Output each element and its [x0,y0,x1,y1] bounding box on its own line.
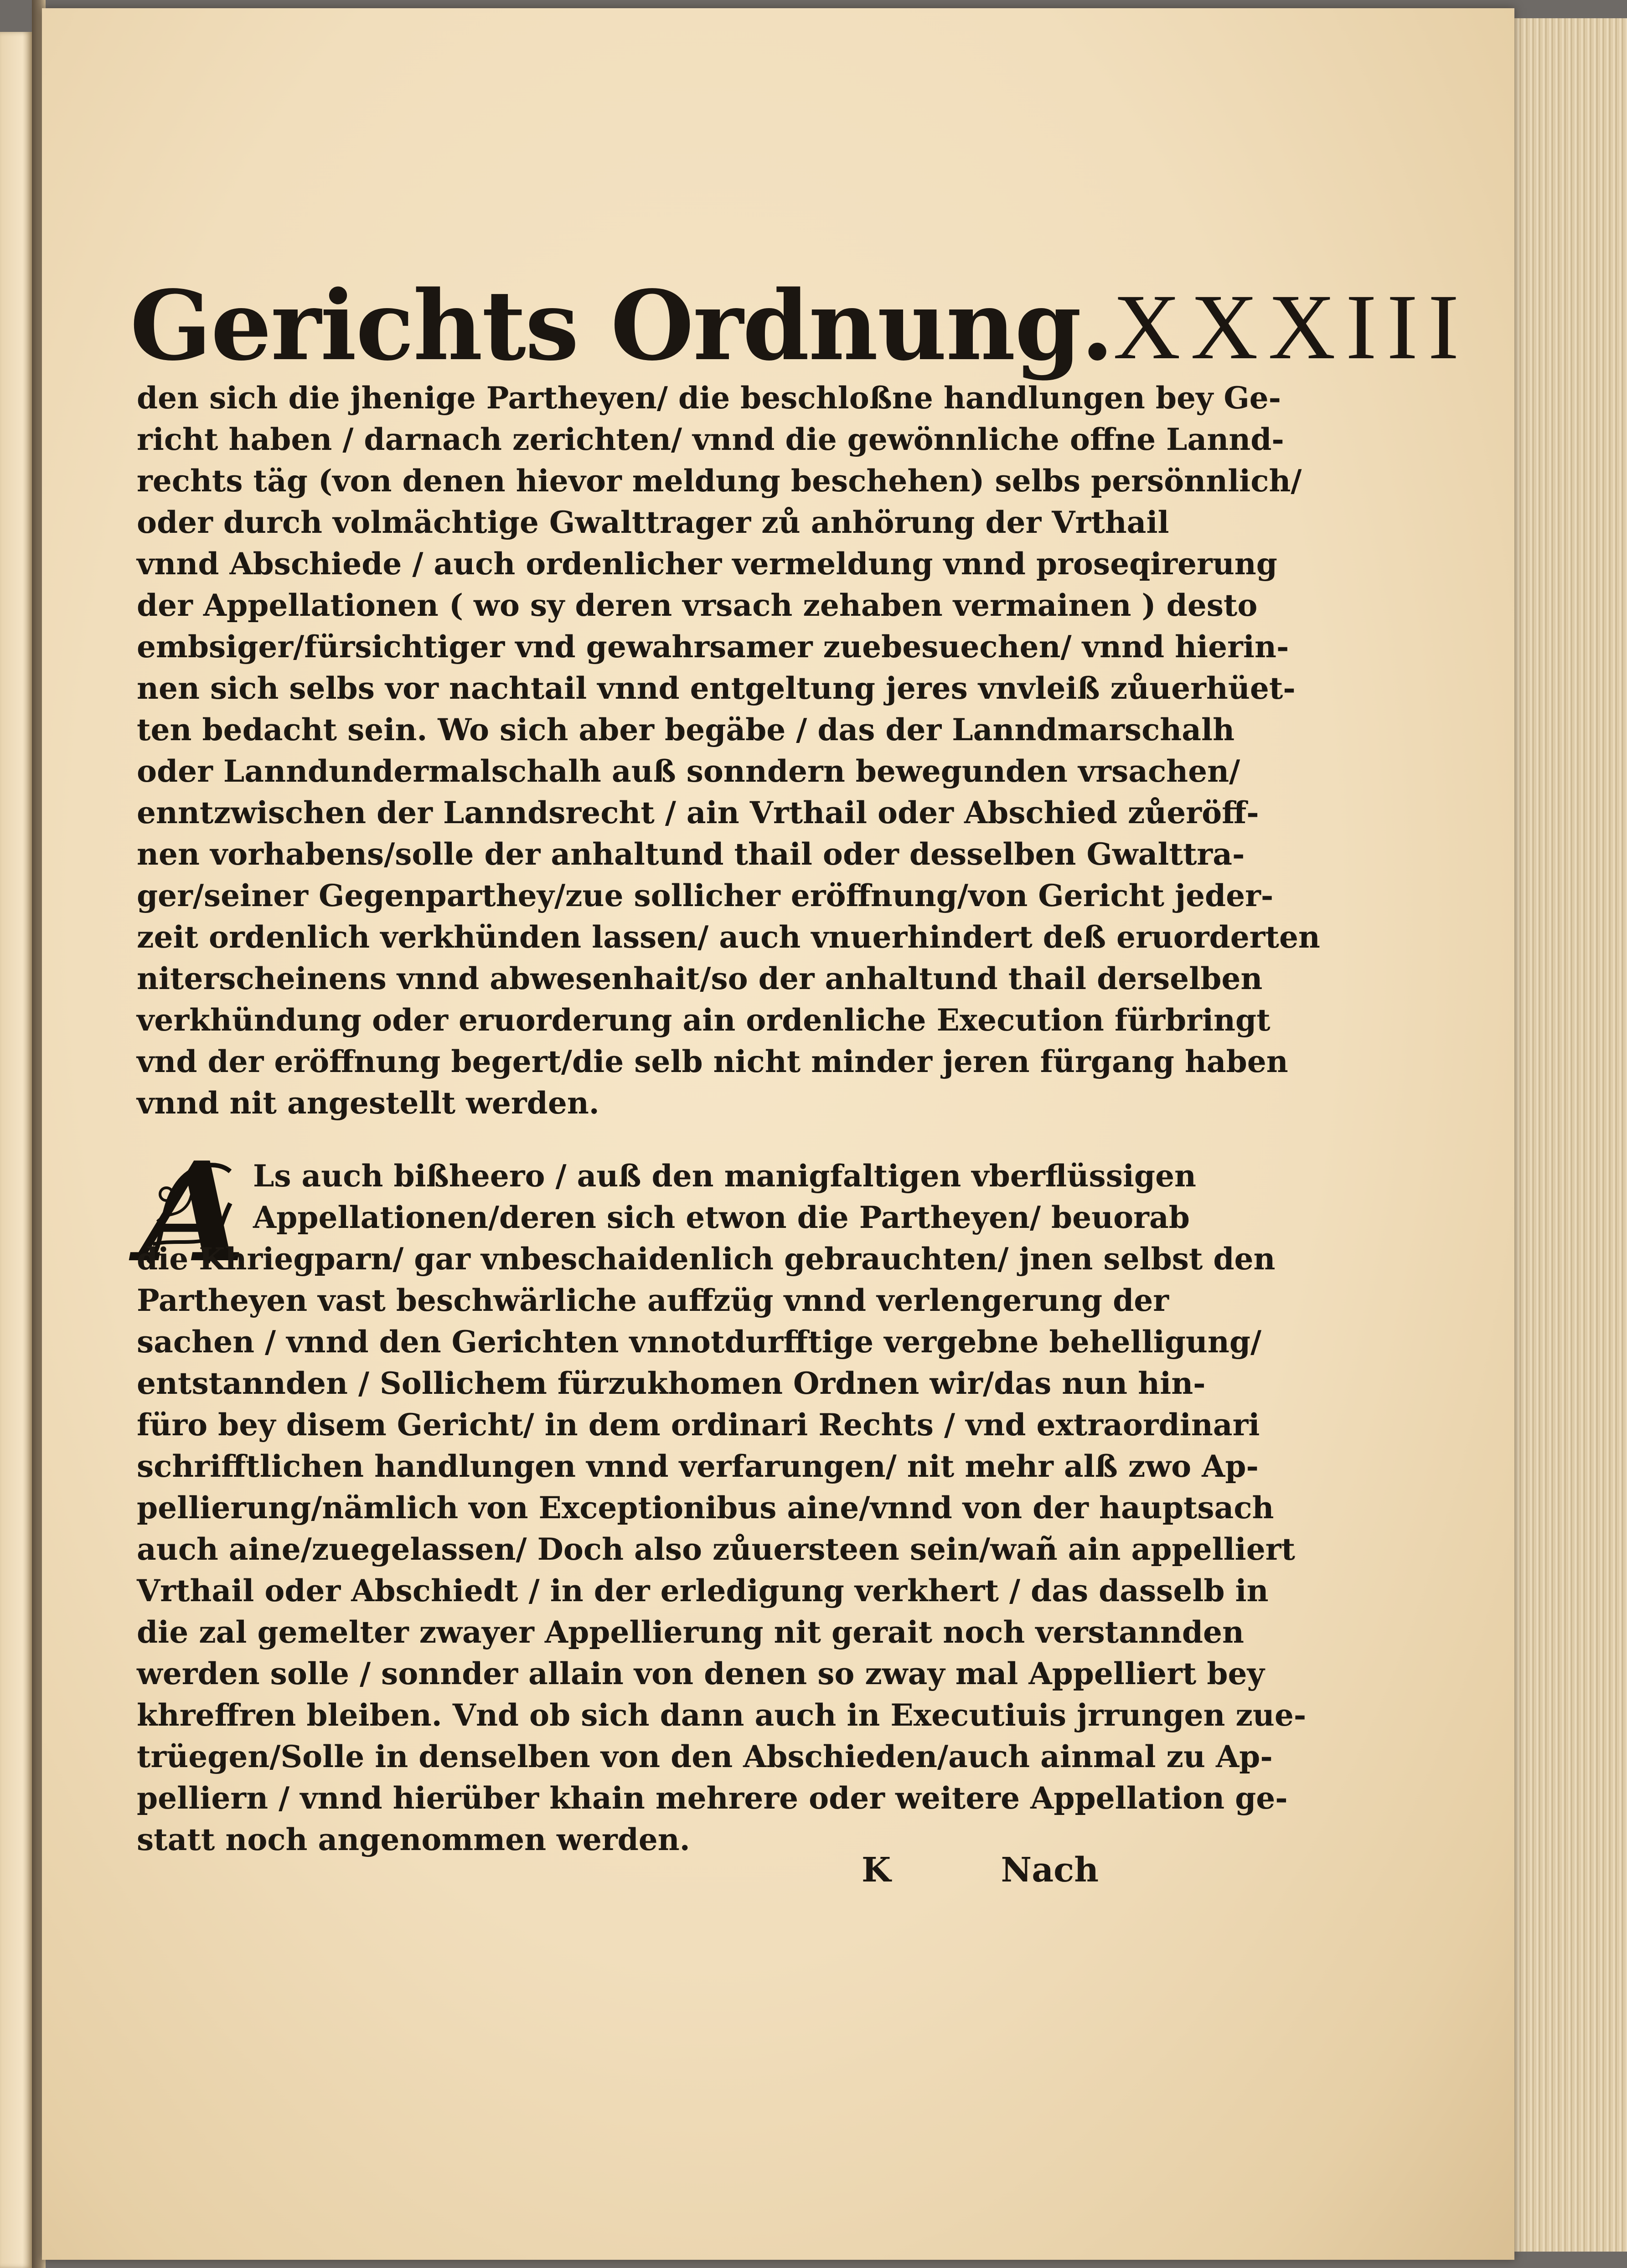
folio-number: XXXIII [1113,275,1469,379]
text-line: schrifftlichen handlungen vnnd verfarungen/ nit mehr alß zwo Ap- [137,1448,1259,1484]
text-line: Appellationen/deren sich etwon die Partheyen/ beuorab [253,1200,1190,1235]
text-line: ger/seiner Gegenparthey/zue sollicher eröffnung/von Gericht jeder- [137,878,1274,913]
text-line: Vrthail oder Abschiedt / in der erledigung verkhert / das dasselb in [137,1573,1269,1608]
text-line: zeit ordenlich verkhünden lassen/ auch vnuerhindert deß eruorderten [137,919,1320,955]
text-line: verkhündung oder eruorderung ain ordenliche Execution fürbringt [137,1002,1271,1038]
text-line: trüegen/Solle in denselben von den Abschieden/auch ainmal zu Ap- [137,1739,1273,1774]
text-line: pelliern / vnnd hierüber khain mehrere oder weitere Appellation ge- [137,1780,1288,1816]
text-line: der Appellationen ( wo sy deren vrsach zehaben vermainen ) desto [137,588,1258,623]
text-line: richt haben / darnach zerichten/ vnnd die gewönnliche offne Lannd- [137,422,1284,457]
text-line: die zal gemelter zwayer Appellierung nit gerait noch verstannden [137,1614,1244,1650]
text-line-last: statt noch angenommen werden. [137,1822,690,1857]
paragraph-2 [137,1155,1307,1861]
text-line: rechts täg (von denen hievor meldung beschehen) selbs persönnlich/ [137,463,1302,499]
text-line: entstannden / Sollichem fürzukhomen Ordnen wir/das nun hin- [137,1366,1206,1401]
initial-letter: A [139,1132,246,1293]
text-line-last: vnnd nit angestellt werden. [137,1085,599,1121]
text-line: pellierung/nämlich von Exceptionibus aine/vnnd von der hauptsach [137,1490,1274,1526]
text-line: ten bedacht sein. Wo sich aber begäbe / das der Lanndmarschalh [137,712,1235,747]
text-line: embsiger/fürsichtiger vnd gewahrsamer zuebesuechen/ vnnd hierin- [137,629,1289,665]
text-line: oder durch volmächtige Gwalttrager zů anhörung der Vrthail [137,505,1169,540]
text-line: Ls auch bißheero / auß den manigfaltigen vberflüssigen [253,1158,1197,1194]
text-line: werden solle / sonnder allain von denen so zway mal Appelliert bey [137,1656,1265,1691]
text-line: niterscheinens vnnd abwesenhait/so der anhaltund thail derselben [137,961,1263,996]
text-line: enntzwischen der Lanndsrecht / ain Vrthail oder Abschied zůeröff- [137,795,1259,830]
text-line: nen vorhabens/solle der anhaltund thail oder desselben Gwalttra- [137,836,1245,872]
text-line: vnd der eröffnung begert/die selb nicht minder jeren fürgang haben [137,1044,1288,1079]
paragraph-1 [137,377,1320,1124]
text-line: die Khriegparn/ gar vnbeschaidenlich gebrauchten/ jnen selbst den [137,1241,1276,1277]
text-line: oder Lanndundermalschalh auß sonndern bewegunden vrsachen/ [137,753,1240,789]
text-line: vnnd Abschiede / auch ordenlicher vermeldung vnnd proseqirerung [137,546,1277,582]
text-line: khreffren bleiben. Vnd ob sich dann auch in Executiuis jrrungen zue- [137,1697,1307,1733]
signature-mark: K [862,1850,891,1890]
page-header [130,237,1469,382]
running-title: Gerichts Ordnung. [130,269,1113,382]
page-footer [862,1850,1099,1890]
text-line: sachen / vnnd den Gerichten vnnotdurfftige vergebne behelligung/ [137,1324,1262,1360]
text-line: füro bey disem Gericht/ in dem ordinari Rechts / vnd extraordinari [137,1407,1260,1443]
text-line: nen sich selbs vor nachtail vnnd entgeltung jeres vnvleiß zůuerhüet- [137,670,1296,706]
catchword: Nach [1001,1850,1099,1890]
text-line: Partheyen vast beschwärliche auffzüg vnnd verlengerung der [137,1283,1169,1318]
text-line: den sich die jhenige Partheyen/ die beschloßne handlungen bey Ge- [137,380,1281,416]
facing-page-edge [0,32,32,2268]
text-line: auch aine/zuegelassen/ Doch also zůuersteen sein/wañ ain appelliert [137,1531,1295,1567]
